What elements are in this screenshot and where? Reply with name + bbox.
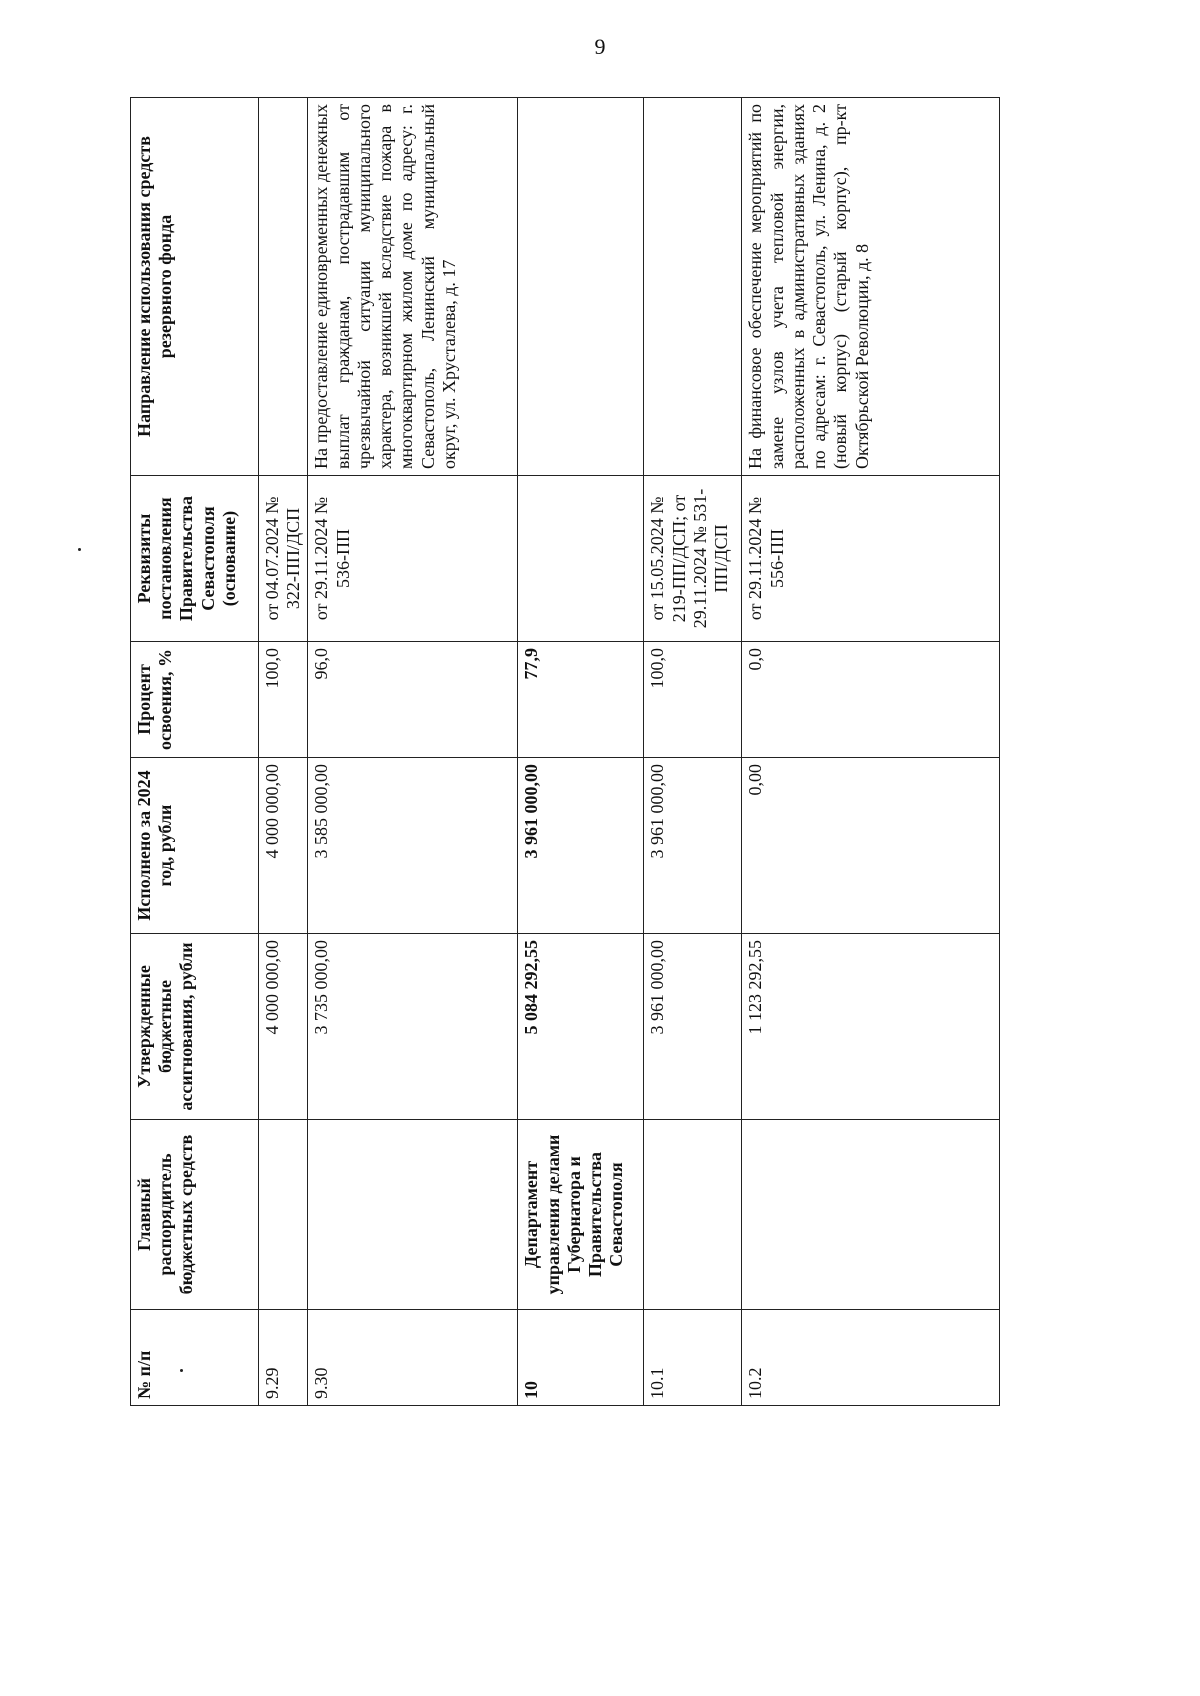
cell-direction (259, 98, 308, 476)
page-number: 9 (594, 34, 606, 59)
cell-executed: 4 000 000,00 (259, 758, 308, 934)
table-row (742, 98, 1000, 1406)
cell-approved: 3 961 000,00 (644, 934, 742, 1120)
cell-requisites: от 29.11.2024 № 556-ПП (742, 476, 1000, 642)
cell-manager (308, 1120, 518, 1310)
cell-percent: 96,0 (308, 642, 518, 758)
cell-manager (644, 1120, 742, 1310)
cell-percent: 77,9 (518, 642, 644, 758)
cell-manager: Департамент управления делами Губернатора и Правительства Севастополя (518, 1120, 644, 1310)
table-row (308, 98, 518, 1406)
cell-approved: 1 123 292,55 (742, 934, 1000, 1120)
reserve-fund-table (130, 97, 1000, 1406)
cell-executed: 3 585 000,00 (308, 758, 518, 934)
header-direction: Направление использования средств резервного фонда (131, 98, 259, 476)
cell-percent: 100,0 (259, 642, 308, 758)
cell-num: 9.29 (259, 1310, 308, 1406)
reserve-fund-table-container (130, 98, 1000, 1406)
cell-requisites: от 04.07.2024 № 322-ПП/ДСП (259, 476, 308, 642)
header-percent: Процент освоения, % (131, 642, 259, 758)
cell-percent: 0,0 (742, 642, 1000, 758)
header-approved: Утвержденные бюджетные ассигнования, рубли (131, 934, 259, 1120)
cell-requisites (518, 476, 644, 642)
table-row (644, 98, 742, 1406)
header-manager: Главный распорядитель бюджетных средств (131, 1120, 259, 1310)
cell-num: 10 (518, 1310, 644, 1406)
cell-direction (518, 98, 644, 476)
cell-direction: На предоставление единовременных денежных выплат гражданам, пострадавшим от чрезвычайной ситуации муниципального характера, возникшей вследствие пожара в многоквартирном жилом доме по адресу: г. Севастополь, Ленинский муниципальный округ, ул. Хрусталева, д. 17 (308, 98, 518, 476)
cell-direction (644, 98, 742, 476)
table-header-row (131, 98, 259, 1406)
cell-executed: 0,00 (742, 758, 1000, 934)
header-requisites: Реквизиты постановления Правительства Севастополя (основание) (131, 476, 259, 642)
cell-percent: 100,0 (644, 642, 742, 758)
cell-executed: 3 961 000,00 (644, 758, 742, 934)
rotated-table-frame (130, 98, 1000, 1406)
table-row (259, 98, 308, 1406)
cell-requisites: от 15.05.2024 № 219-ПП/ДСП; от 29.11.2024 № 531-ПП/ДСП (644, 476, 742, 642)
cell-manager (259, 1120, 308, 1310)
cell-manager (742, 1120, 1000, 1310)
cell-num: 10.1 (644, 1310, 742, 1406)
scan-speck (78, 548, 81, 551)
table-row (518, 98, 644, 1406)
cell-approved: 4 000 000,00 (259, 934, 308, 1120)
cell-approved: 3 735 000,00 (308, 934, 518, 1120)
cell-num: 9.30 (308, 1310, 518, 1406)
cell-num: 10.2 (742, 1310, 1000, 1406)
cell-requisites: от 29.11.2024 № 536-ПП (308, 476, 518, 642)
header-executed: Исполнено за 2024 год, рубли (131, 758, 259, 934)
cell-direction: На финансовое обеспечение мероприятий по замене узлов учета тепловой энергии, расположенных в административных зданиях по адресам: г. Севастополь, ул. Ленина, д. 2 (новый корпус) (старый корпус), пр-кт Октябрьской Революции, д. 8 (742, 98, 1000, 476)
cell-approved: 5 084 292,55 (518, 934, 644, 1120)
cell-executed: 3 961 000,00 (518, 758, 644, 934)
header-num: № п/п (131, 1310, 259, 1406)
